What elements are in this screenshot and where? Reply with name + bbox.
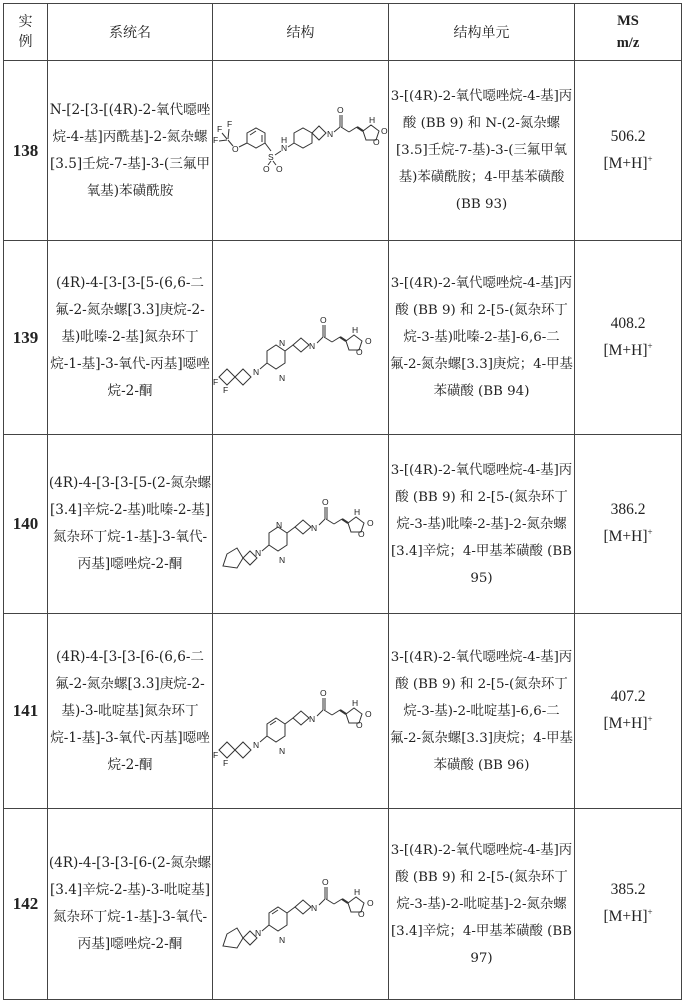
table-row [4, 614, 682, 809]
svg-text:O: O [322, 496, 329, 507]
ms-value: 506.2 [610, 127, 646, 145]
ms-ion: [M+H] [603, 908, 648, 926]
svg-text:O: O [365, 709, 372, 719]
svg-text:N: N [281, 142, 288, 153]
svg-text:N: N [279, 337, 286, 348]
structure-cell [213, 241, 389, 435]
svg-text:N: N [276, 519, 283, 530]
svg-text:O: O [373, 136, 380, 147]
svg-text:N: N [327, 128, 334, 139]
svg-text:N: N [255, 547, 262, 558]
svg-text:N: N [279, 746, 286, 756]
example-number: 139 [4, 241, 48, 435]
svg-text:H: H [354, 506, 361, 517]
structure-cell [213, 614, 389, 809]
table-row [4, 61, 682, 241]
ms-value-cell: 386.2 [M+H]+ [575, 435, 682, 614]
svg-text:F: F [213, 134, 219, 145]
svg-text:O: O [367, 897, 374, 908]
molecule-structure-icon [213, 472, 389, 577]
building-blocks: 3-[(4R)-2-氧代噁唑烷-4-基]丙酸 (BB 9) 和 N-(2-氮杂螺[3.5]壬烷-7-基)-3-(三氟甲氧基)苯磺酰胺；4-甲基苯磺酸 (BB 93) [389, 61, 575, 241]
example-number: 141 [4, 614, 48, 809]
example-number: 142 [4, 809, 48, 1000]
svg-text:H: H [369, 114, 376, 125]
svg-text:O: O [358, 528, 365, 539]
ms-value: 407.2 [610, 688, 646, 706]
systematic-name: (4R)-4-[3-[3-[5-(2-氮杂螺[3.4]辛烷-2-基)吡嗪-2-基]氮杂环丁烷-1-基]-3-氧代-丙基]噁唑烷-2-酮 [48, 435, 213, 614]
svg-text:N: N [253, 740, 260, 750]
svg-text:O: O [365, 335, 372, 346]
svg-text:S: S [268, 151, 274, 162]
systematic-name: N-[2-[3-[(4R)-2-氧代噁唑烷-4-基]丙酰基]-2-氮杂螺[3.5]壬烷-7-基]-3-(三氟甲氧基)苯磺酰胺 [48, 61, 213, 241]
ms-value: 385.2 [610, 881, 646, 899]
svg-text:F: F [227, 118, 233, 129]
svg-text:F: F [223, 758, 229, 766]
ms-value: 386.2 [610, 501, 646, 519]
svg-text:F: F [213, 376, 219, 387]
ms-ion: [M+H] [603, 342, 648, 360]
ms-ion: [M+H] [603, 155, 648, 173]
table-row [4, 241, 682, 435]
ms-value-cell: 408.2 [M+H]+ [575, 241, 682, 435]
building-blocks: 3-[(4R)-2-氧代噁唑烷-4-基]丙酸 (BB 9) 和 2-[5-(氮杂环丁烷-3-基)-2-吡啶基]-6,6-二氟-2-氮杂螺[3.3]庚烷；4-甲基苯磺酸 (BB 96) [389, 614, 575, 809]
svg-text:N: N [279, 372, 286, 383]
svg-text:F: F [213, 750, 219, 760]
svg-text:H: H [354, 886, 361, 897]
structure-cell [213, 61, 389, 241]
molecule-structure-icon [213, 283, 389, 393]
systematic-name: (4R)-4-[3-[3-[5-(6,6-二氟-2-氮杂螺[3.3]庚烷-2-基)吡嗪-2-基]氮杂环丁烷-1-基]-3-氧代-丙基]噁唑烷-2-酮 [48, 241, 213, 435]
svg-text:N: N [309, 340, 316, 351]
molecule-structure-icon [213, 852, 389, 957]
header-ms: MS m/z [575, 4, 682, 61]
structure-cell [213, 809, 389, 1000]
svg-text:O: O [381, 125, 388, 136]
svg-text:N: N [309, 714, 316, 724]
svg-text:O: O [356, 720, 363, 730]
building-blocks: 3-[(4R)-2-氧代噁唑烷-4-基]丙酸 (BB 9) 和 2-[5-(氮杂环丁烷-3-基)-2-吡啶基]-2-氮杂螺[3.4]辛烷；4-甲基苯磺酸 (BB 97) [389, 809, 575, 1000]
building-blocks: 3-[(4R)-2-氧代噁唑烷-4-基]丙酸 (BB 9) 和 2-[5-(氮杂环丁烷-3-基)吡嗪-2-基]-6,6-二氟-2-氮杂螺[3.3]庚烷；4-甲基苯磺酸 (BB 94) [389, 241, 575, 435]
svg-text:O: O [322, 876, 329, 887]
example-number: 140 [4, 435, 48, 614]
header-row [4, 4, 682, 61]
svg-text:F: F [217, 123, 223, 134]
ms-value: 408.2 [610, 314, 646, 332]
svg-text:O: O [276, 163, 283, 174]
svg-text:F: F [223, 384, 229, 393]
table-row [4, 435, 682, 614]
svg-text:N: N [311, 522, 318, 533]
structure-cell [213, 435, 389, 614]
svg-text:O: O [367, 517, 374, 528]
molecule-structure-icon [213, 101, 389, 201]
svg-text:O: O [263, 163, 270, 174]
header-structure: 结构 [213, 4, 389, 61]
svg-text:O: O [358, 908, 365, 919]
svg-text:N: N [253, 366, 260, 377]
svg-text:N: N [311, 902, 318, 913]
svg-text:O: O [356, 346, 363, 357]
svg-text:N: N [255, 927, 262, 938]
example-number: 138 [4, 61, 48, 241]
svg-text:N: N [279, 934, 286, 945]
compound-table [3, 3, 682, 1000]
ms-ion: [M+H] [603, 715, 648, 733]
header-systematic-name: 系统名 [48, 4, 213, 61]
systematic-name: (4R)-4-[3-[3-[6-(6,6-二氟-2-氮杂螺[3.3]庚烷-2-基)-3-吡啶基]氮杂环丁烷-1-基]-3-氧代-丙基]噁唑烷-2-酮 [48, 614, 213, 809]
table-row [4, 809, 682, 1000]
ms-value-cell: 407.2 [M+H]+ [575, 614, 682, 809]
svg-text:H: H [352, 324, 359, 335]
systematic-name: (4R)-4-[3-[3-[6-(2-氮杂螺[3.4]辛烷-2-基)-3-吡啶基]氮杂环丁烷-1-基]-3-氧代-丙基]噁唑烷-2-酮 [48, 809, 213, 1000]
header-building-blocks: 结构单元 [389, 4, 575, 61]
svg-text:O: O [337, 104, 344, 115]
molecule-structure-icon [213, 656, 389, 766]
ms-ion: [M+H] [603, 528, 648, 546]
ms-value-cell: 506.2 [M+H]+ [575, 61, 682, 241]
svg-text:O: O [232, 143, 239, 154]
svg-text:H: H [352, 698, 359, 708]
svg-text:H: H [281, 134, 288, 145]
header-example: 实例 [4, 4, 48, 61]
svg-text:O: O [320, 688, 327, 698]
svg-text:N: N [279, 554, 286, 565]
ms-value-cell: 385.2 [M+H]+ [575, 809, 682, 1000]
building-blocks: 3-[(4R)-2-氧代噁唑烷-4-基]丙酸 (BB 9) 和 2-[5-(氮杂环丁烷-3-基)吡嗪-2-基]-2-氮杂螺[3.4]辛烷；4-甲基苯磺酸 (BB 95) [389, 435, 575, 614]
svg-text:O: O [320, 314, 327, 325]
